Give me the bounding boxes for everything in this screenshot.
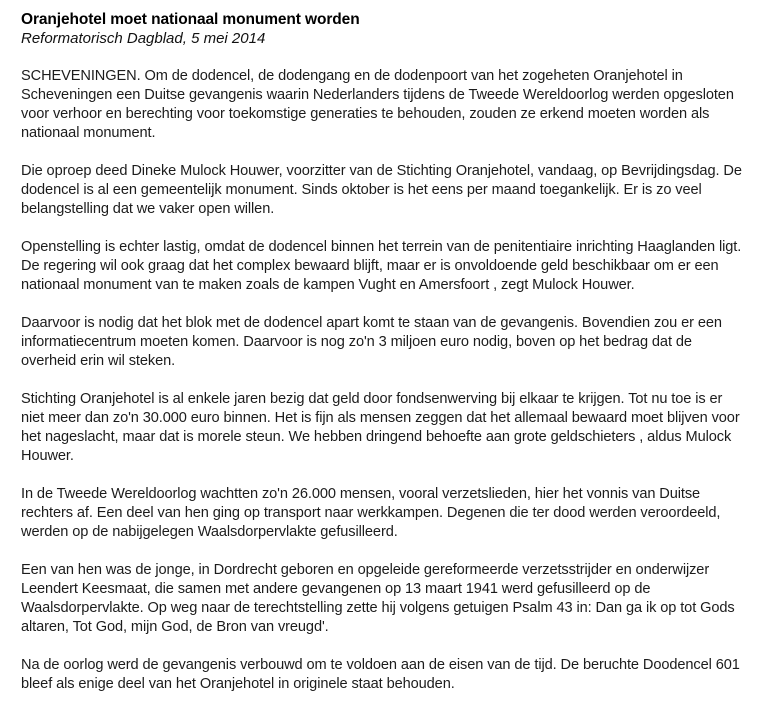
article-paragraph: Een van hen was de jonge, in Dordrecht geboren en opgeleide gereformeerde verzetsstrijder en onderwijzer Leendert Keesmaat, die samen met andere gevangenen op 13 maart 1941 werd gefusilleerd op de Waalsdorpervlakte. Op weg naar de terechtstelling zette hij volgens getuigen Psalm 43 in: Dan ga ik op tot Gods altaren, Tot God, mijn God, de Bron van vreugd'. — [21, 562, 735, 635]
article-paragraph: SCHEVENINGEN. Om de dodencel, de dodengang en de dodenpoort van het zogeheten Oranjehotel in Scheveningen een Duitse gevangenis waarin Nederlanders tijdens de Tweede Wereldoorlog werden opgesloten voor verhoor en berechting voor toekomstige generaties te behouden, zouden ze erkend moeten worden als nationaal monument. — [21, 68, 734, 141]
article-paragraph: Die oproep deed Dineke Mulock Houwer, voorzitter van de Stichting Oranjehotel, vandaag, op Bevrijdingsdag. De dodencel is al een gemeentelijk monument. Sinds oktober is het eens per maand toegankelijk. Er is zo veel belangstelling dat we vaker open willen. — [21, 163, 742, 217]
article-title: Oranjehotel moet nationaal monument worden — [21, 11, 360, 28]
article-paragraph: Openstelling is echter lastig, omdat de dodencel binnen het terrein van de penitentiaire inrichting Haaglanden ligt. De regering wil ook graag dat het complex bewaard blijft, maar er is onvoldoende geld beschikbaar om er een nationaal monument van te maken zoals de kampen Vught en Amersfoort , zegt Mulock Houwer. — [21, 239, 742, 293]
article-paragraph: In de Tweede Wereldoorlog wachtten zo'n 26.000 mensen, vooral verzetslieden, hier het vonnis van Duitse rechters af. Een deel van hen ging op transport naar werkkampen. Degenen die ter dood werden veroordeeld, werden op de nabijgelegen Waalsdorpervlakte gefusilleerd. — [21, 486, 721, 540]
article-paragraph: Daarvoor is nodig dat het blok met de dodencel apart komt te staan van de gevangenis. Bovendien zou er een informatiecentrum moeten komen. Daarvoor is nog zo'n 3 miljoen euro nodig, boven op het bedrag dat de overheid erin wil steken. — [21, 315, 722, 369]
article-byline: Reformatorisch Dagblad, 5 mei 2014 — [21, 30, 266, 47]
article-paragraph: Na de oorlog werd de gevangenis verbouwd om te voldoen aan de eisen van de tijd. De beruchte Doodencel 601 bleef als enige deel van het Oranjehotel in originele staat behouden. — [21, 657, 740, 692]
article-paragraph: Stichting Oranjehotel is al enkele jaren bezig dat geld door fondsenwerving bij elkaar te krijgen. Tot nu toe is er niet meer dan zo'n 30.000 euro binnen. Het is fijn als mensen zeggen dat het allemaal bewaard moet blijven voor het nageslacht, maar dat is morele steun. We hebben dringend behoefte aan grote geldschieters , aldus Mulock Houwer. — [21, 391, 740, 464]
